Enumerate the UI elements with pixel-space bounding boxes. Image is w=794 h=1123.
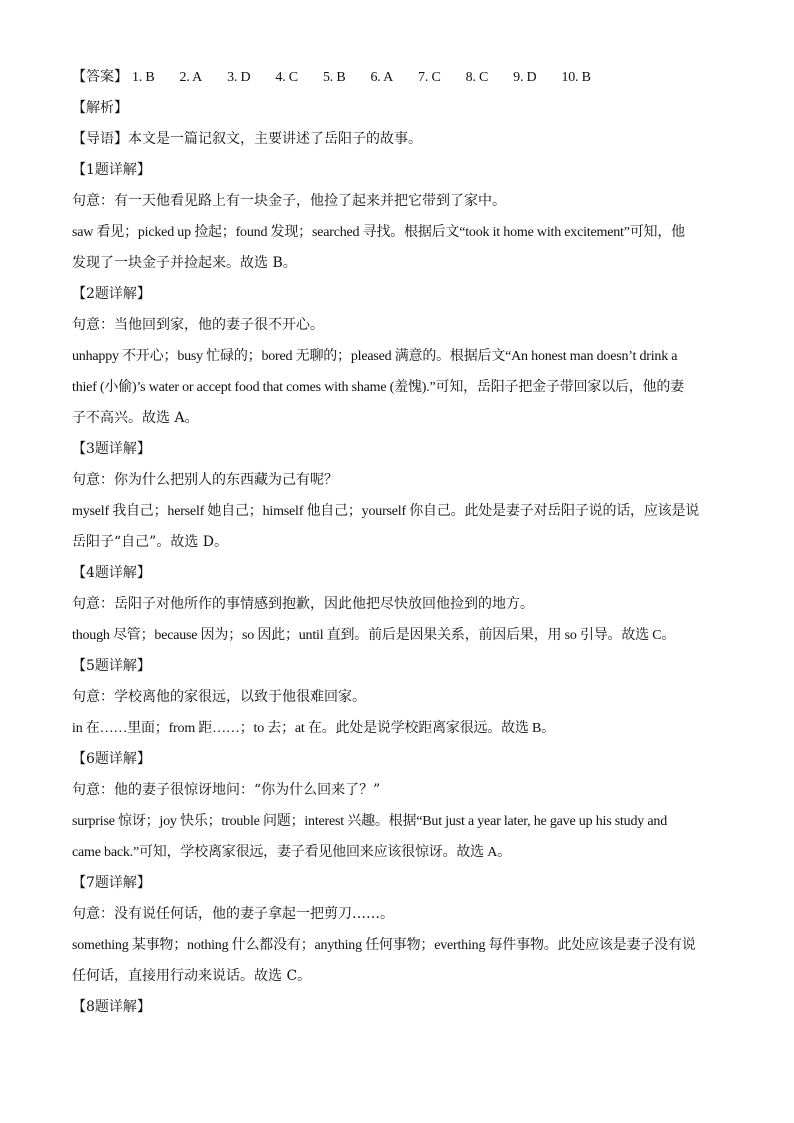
section-heading: 【8题详解】 xyxy=(72,999,151,1015)
explanation-line: 任何话，直接用行动来说话。故选 C。 xyxy=(72,968,312,984)
explanation-line: saw 看见；picked up 捡起；found 发现；searched 寻找。根据后文“took it home with excitement”可知，他 xyxy=(72,225,685,240)
translation-line: 句意：他的妻子很惊讶地问：“你为什么回来了？” xyxy=(72,782,381,798)
section-heading: 【2题详解】 xyxy=(72,286,151,302)
answer-item: 4. C xyxy=(275,70,298,85)
section-heading: 【4题详解】 xyxy=(72,565,151,581)
explanation-line: surprise 惊讶；joy 快乐；trouble 问题；interest 兴趣。根据“But just a year later, he gave up his study and xyxy=(72,814,667,829)
translation-line: 句意：没有说任何话，他的妻子拿起一把剪刀……。 xyxy=(72,906,394,922)
answer-line xyxy=(72,62,722,93)
explanation-line: 发现了一块金子并捡起来。故选 B。 xyxy=(72,255,297,271)
document-content xyxy=(72,62,722,1023)
answer-item: 5. B xyxy=(322,70,346,85)
section-heading: 【7题详解】 xyxy=(72,875,151,891)
translation-line: 句意：当他回到家，他的妻子很不开心。 xyxy=(72,317,324,333)
explanation-line: though 尽管；because 因为；so 因此；until 直到。前后是因果关系，前因后果，用 so 引导。故选 C。 xyxy=(72,628,676,643)
translation-line: 句意：你为什么把别人的东西藏为己有呢？ xyxy=(72,472,338,488)
answer-item: 1. B xyxy=(132,70,155,85)
answer-item: 2. A xyxy=(179,70,203,85)
section-heading: 【6题详解】 xyxy=(72,751,151,767)
answer-item: 3. D xyxy=(227,70,251,85)
explanation-line: unhappy 不开心；busy 忙碌的；bored 无聊的；pleased 满意的。根据后文“An honest man doesn’t drink a xyxy=(72,349,678,364)
section-heading: 【1题详解】 xyxy=(72,162,151,178)
answer-item: 6. A xyxy=(370,70,394,85)
answer-item: 7. C xyxy=(418,70,441,85)
section-heading: 【5题详解】 xyxy=(72,658,151,674)
analysis-heading: 【解析】 xyxy=(72,100,128,116)
intro-line: 【导语】本文是一篇记叙文，主要讲述了岳阳子的故事。 xyxy=(72,131,422,147)
translation-line: 句意：有一天他看见路上有一块金子，他捡了起来并把它带到了家中。 xyxy=(72,193,506,209)
answer-item: 10. B xyxy=(561,70,591,85)
explanation-line: in 在……里面；from 距……；to 去；at 在。此处是说学校距离家很远。故选 B。 xyxy=(72,721,555,736)
explanation-line: myself 我自己；herself 她自己；himself 他自己；yourself 你自己。此处是妻子对岳阳子说的话，应该是说 xyxy=(72,504,700,519)
explanation-line: something 某事物；nothing 什么都没有；anything 任何事物；everthing 每件事物。此处应该是妻子没有说 xyxy=(72,938,696,953)
explanation-line: thief (小偷)’s water or accept food that comes with shame (羞愧).”可知，岳阳子把金子带回家以后，他的妻 xyxy=(72,380,684,395)
translation-line: 句意：学校离他的家很远，以致于他很难回家。 xyxy=(72,689,366,705)
explanation-line: 子不高兴。故选 A。 xyxy=(72,410,199,426)
translation-line: 句意：岳阳子对他所作的事情感到抱歉，因此他把尽快放回他捡到的地方。 xyxy=(72,596,534,612)
answer-item: 8. C xyxy=(465,70,489,85)
explanation-line: 岳阳子“自己”。故选 D。 xyxy=(72,534,228,550)
answer-item: 9. D xyxy=(513,70,537,85)
explanation-line: came back.”可知，学校离家很远，妻子看见他回来应该很惊讶。故选 A。 xyxy=(72,845,511,860)
section-heading: 【3题详解】 xyxy=(72,441,151,457)
answer-label: 【答案】 xyxy=(72,69,128,85)
